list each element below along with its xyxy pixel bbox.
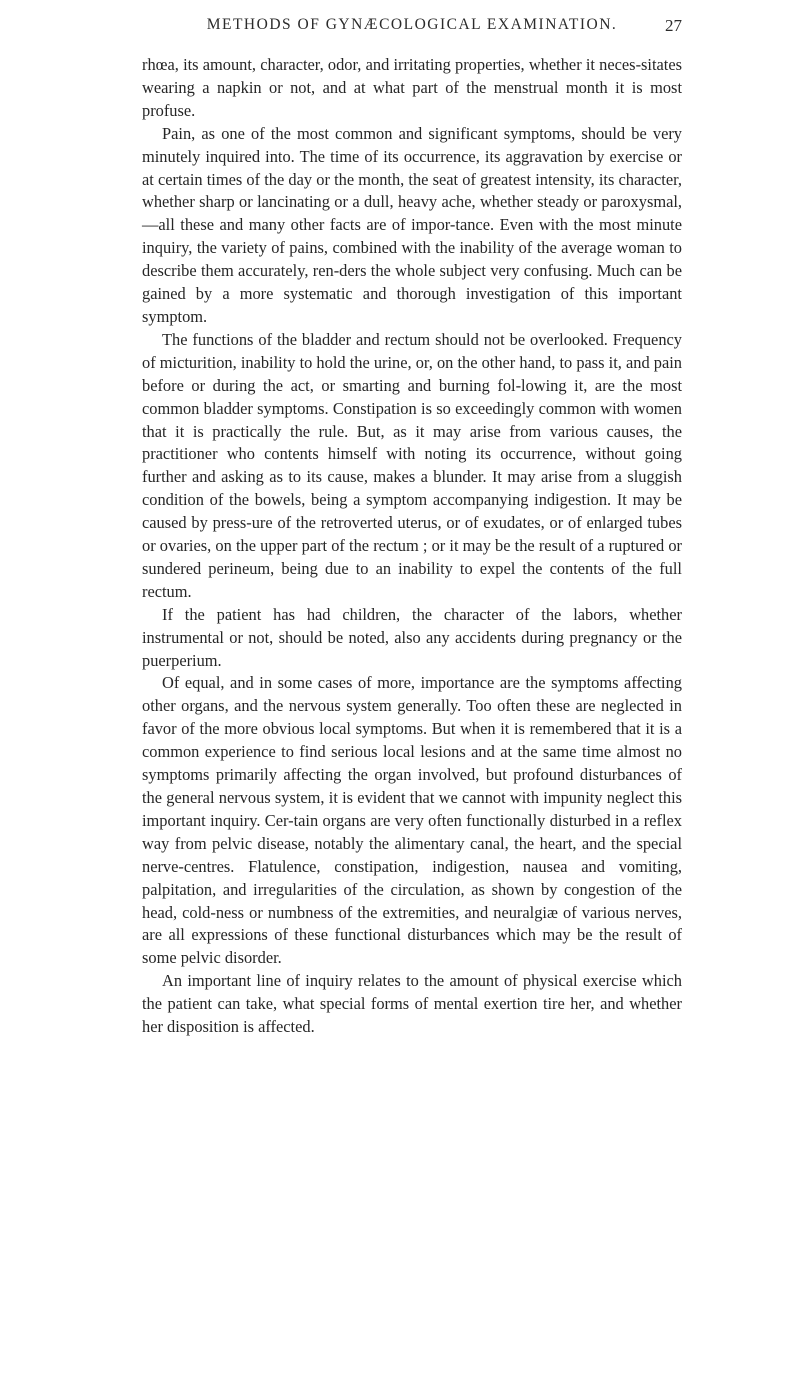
page-number: 27 (665, 16, 682, 35)
page-header (142, 16, 682, 38)
paragraph-bladder-rectum: The functions of the bladder and rectum should not be overlooked. Frequency of micturition, inability to hold the urine, or, on the other hand, to pass it, and pain before or during the act, or smarting and burning fol-lowing it, are the most common bladder symptoms. Constipation is so exceedingly common with women that it is practically the rule. But, as it may arise from various causes, the practitioner who contents himself with noting its occurrence, without going further and asking as to its cause, makes a blunder. It may arise from a sluggish condition of the bowels, being a symptom accompanying indigestion. It may be caused by press-ure of the retroverted uterus, or of exudates, or of enlarged tubes or ovaries, on the upper part of the rectum ; or it may be the result of a ruptured or sundered perineum, being due to an inability to expel the contents of the full rectum. (142, 329, 682, 601)
paragraph-pain: Pain, as one of the most common and significant symptoms, should be very minutely inquired into. The time of its occurrence, its aggravation by exercise or at certain times of the day or the month, the seat of greatest intensity, its character, whether sharp or lancinating or a dull, heavy ache, whether steady or paroxysmal,—all these and many other facts are of impor-tance. Even with the most minute inquiry, the variety of pains, combined with the inability of the average woman to describe them accurately, ren-ders the whole subject very confusing. Much can be gained by a more systematic and thorough investigation of this important symptom. (142, 123, 682, 326)
body-text (142, 54, 682, 1039)
paragraph-exercise: An important line of inquiry relates to the amount of physical exercise which the patient can take, what special forms of mental exertion tire her, and whether her disposition is affected. (142, 971, 682, 1037)
paragraph-children: If the patient has had children, the character of the labors, whether instrumental or not, should be noted, also any accidents during pregnancy or the puerperium. (142, 604, 682, 670)
paragraph-continuation: rhœa, its amount, character, odor, and irritating properties, whether it neces-sitates wearing a napkin or not, and at what part of the menstrual month it is most profuse. (142, 55, 682, 120)
running-title: METHODS OF GYNÆCOLOGICAL EXAMINATION. (206, 16, 618, 33)
paragraph-other-organs: Of equal, and in some cases of more, importance are the symptoms affecting other organs, and the nervous system generally. Too often these are neglected in favor of the more obvious local symptoms. But when it is remembered that it is a common experience to find serious local lesions and at the same time almost no symptoms primarily affecting the organ involved, but profound disturbances of the general nervous system, it is evident that we cannot with impunity neglect this important inquiry. Cer-tain organs are very often functionally disturbed in a reflex way from pelvic disease, notably the alimentary canal, the heart, and the special nerve-centres. Flatulence, constipation, indigestion, nausea and vomiting, palpitation, and irregularities of the circulation, as shown by congestion of the head, cold-ness or numbness of the extremities, and neuralgiæ of various nerves, are all expressions of these functional disturbances which may be the result of some pelvic disorder. (142, 673, 682, 968)
